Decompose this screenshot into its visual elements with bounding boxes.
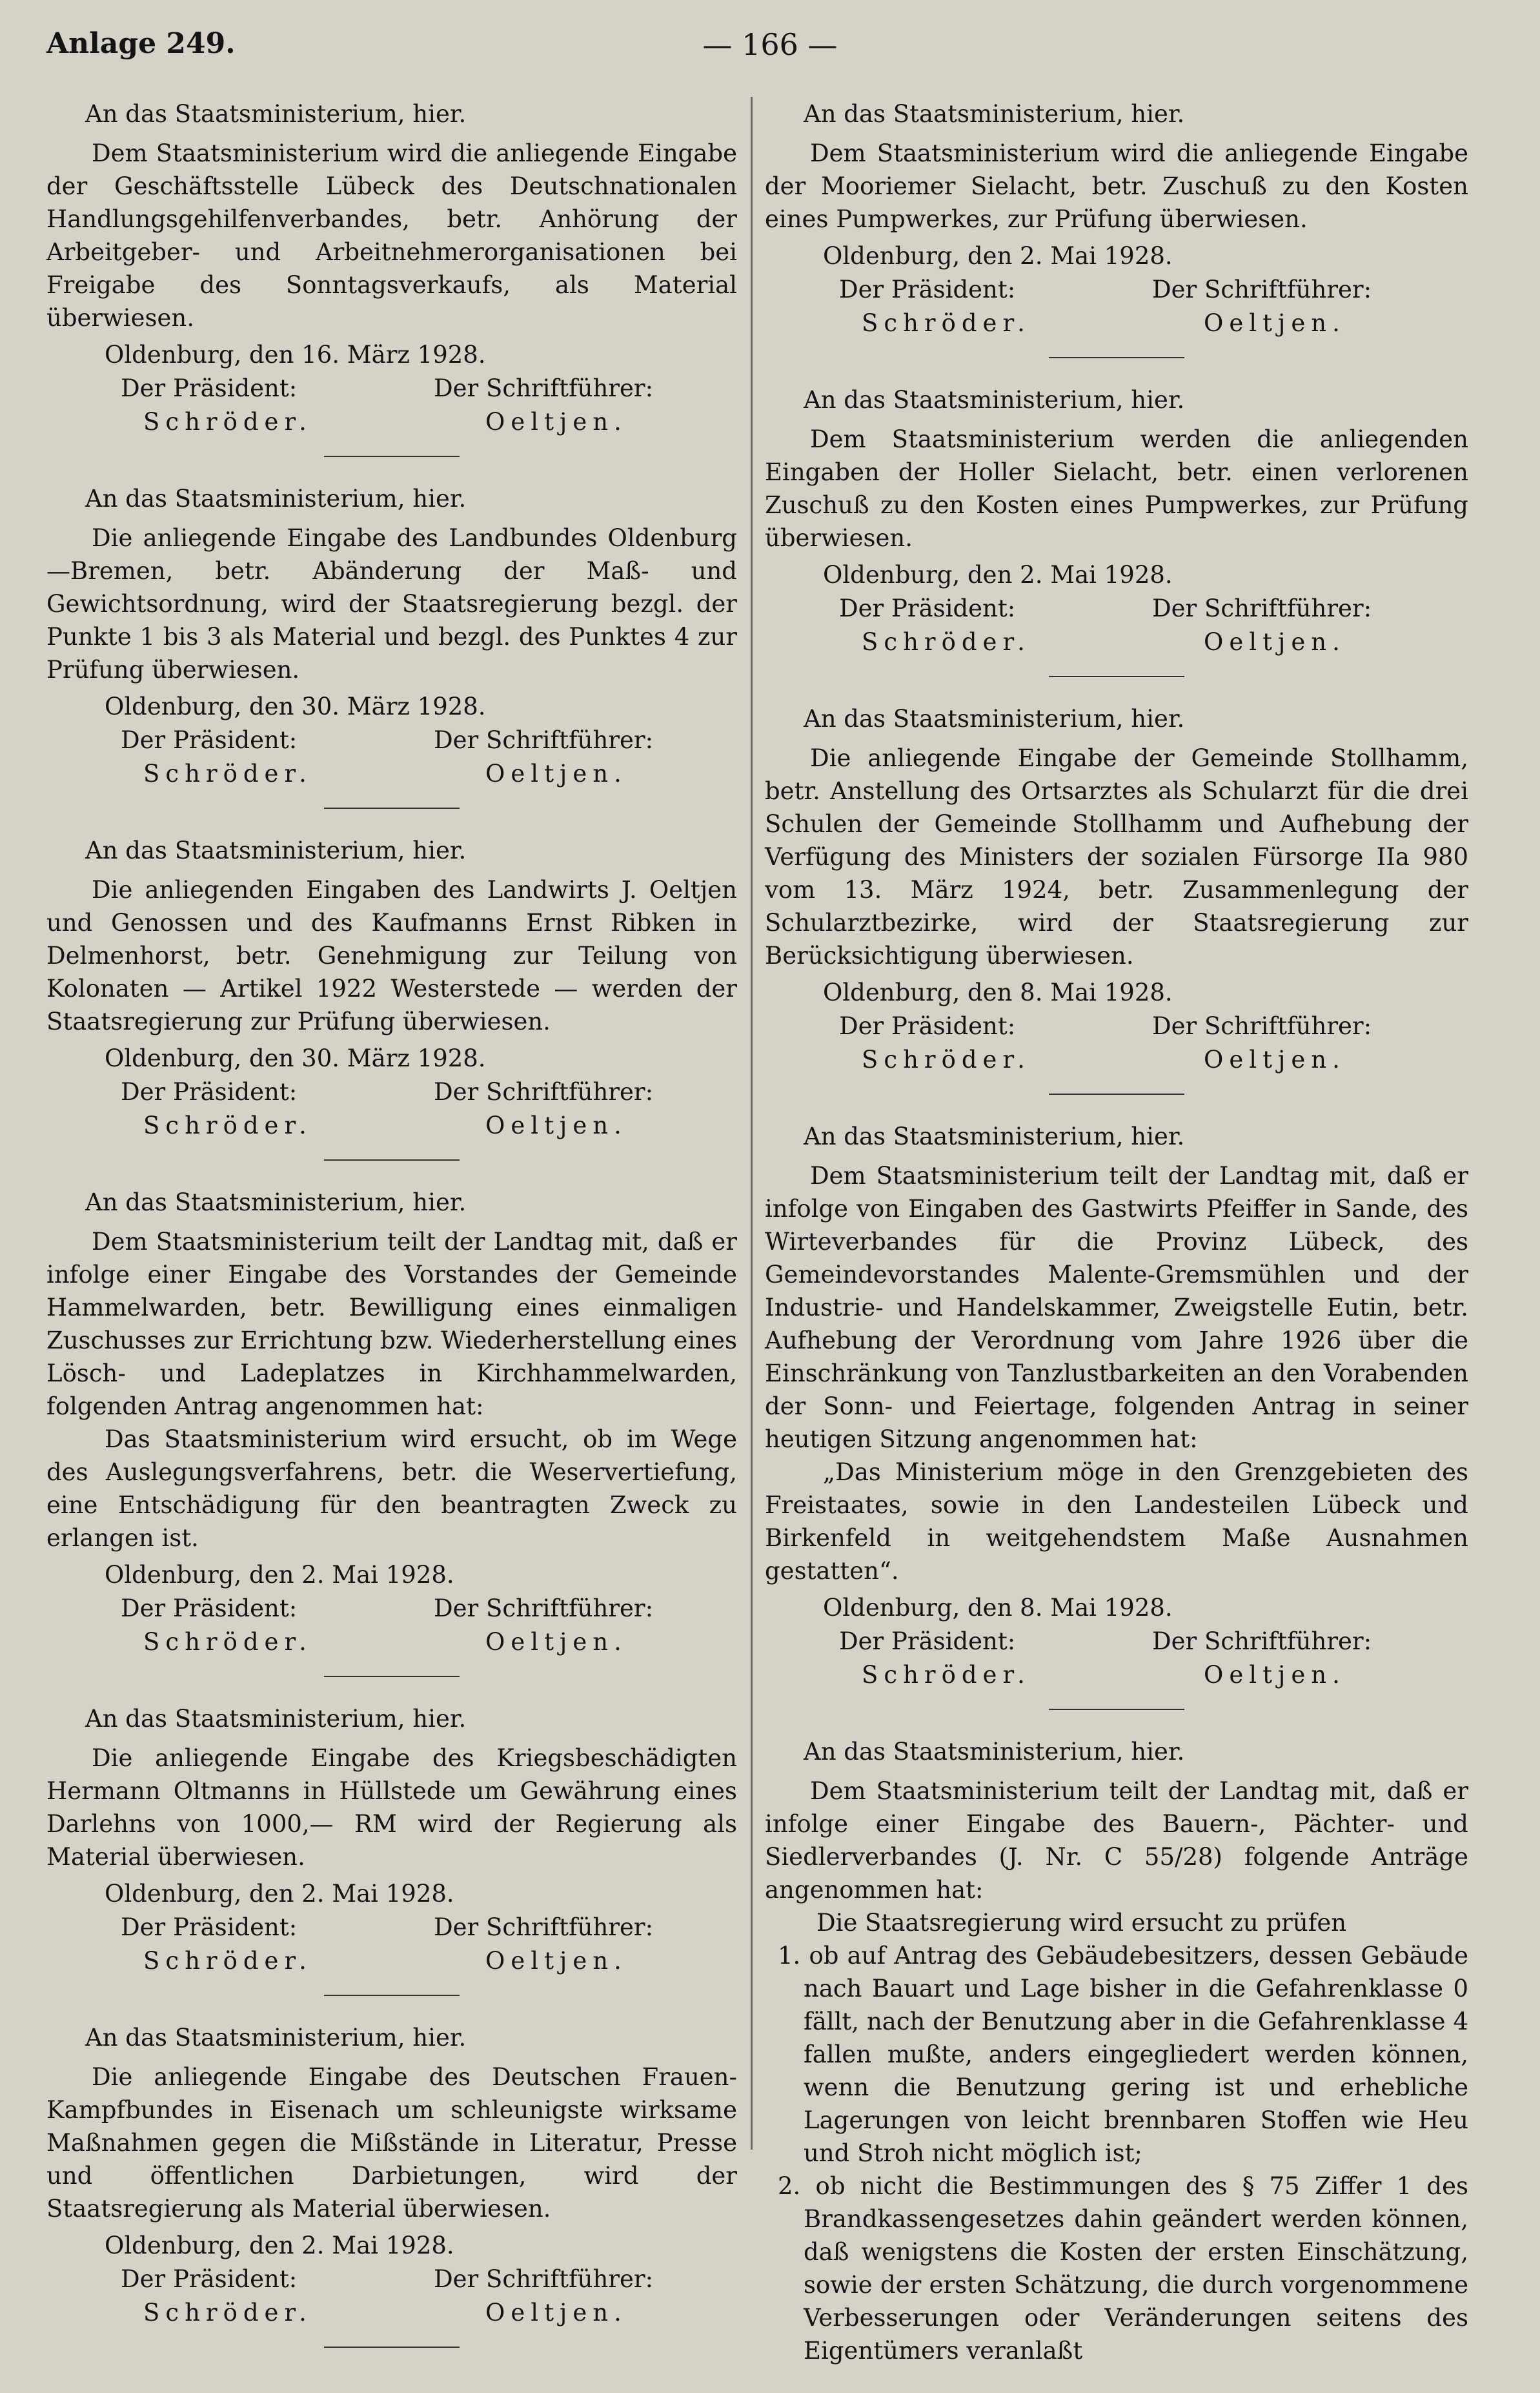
signature-block [46, 1592, 737, 1659]
left-entry-3 [46, 835, 737, 1161]
entry-separator [324, 2347, 460, 2348]
right-entry-4 [765, 1121, 1468, 1710]
president-name: Schröder. [143, 1947, 312, 1975]
right-entry-5 [765, 1736, 1468, 2367]
president-name: Schröder. [143, 2299, 312, 2327]
entry-separator [324, 1676, 460, 1677]
secretary-name: Oeltjen. [1204, 309, 1346, 337]
signature-block [46, 1075, 737, 1143]
entry-separator [1049, 676, 1184, 677]
secretary-title: Der Schriftführer: [1152, 1627, 1372, 1655]
president-title: Der Präsident: [121, 374, 298, 402]
list-item: 1. ob auf Antrag des Gebäudebesitzers, dessen Gebäude nach Bauart und Lage bisher in die Gefahrenklasse 0 fällt, nach der Benutzung aber in die Gefahrenklasse 4 fallen mußte, anders eingegliedert werden können, wenn die Benutzung gering ist und erhebliche Lagerungen von leicht brennbaren Stoffen wie Heu und Stroh nicht möglich ist; [778, 1942, 1468, 2167]
signature-block [765, 1010, 1468, 1077]
signature-block [765, 592, 1468, 659]
list-item: 2. ob nicht die Bestimmungen des § 75 Ziffer 1 des Brandkassengesetzes dahin geändert werden können, daß wenigstens die Kosten der ersten Einschätzung, sowie der ersten Schätzung, die durch vorgenommene Verbesserungen oder Veränderungen seitens des Eigentümers veranlaßt [778, 2172, 1468, 2365]
secretary-title: Der Schriftführer: [1152, 1012, 1372, 1040]
entry-address: An das Staatsministerium, hier. [804, 1738, 1185, 1766]
column-divider [751, 97, 753, 2150]
motion-intro: Die Staatsregierung wird ersucht zu prüfen [816, 1909, 1347, 1937]
entry-address: An das Staatsministerium, hier. [804, 386, 1185, 414]
secretary-title: Der Schriftführer: [1152, 276, 1372, 303]
entry-separator [324, 808, 460, 809]
entry-address: An das Staatsministerium, hier. [804, 100, 1185, 128]
entry-separator [1049, 1709, 1184, 1710]
signature-block [46, 2263, 737, 2330]
president-name: Schröder. [862, 309, 1031, 337]
left-entry-5 [46, 1703, 737, 1996]
president-title: Der Präsident: [839, 1012, 1016, 1040]
entry-separator [324, 456, 460, 457]
entry-date: Oldenburg, den 2. Mai 1928. [105, 1561, 454, 1589]
left-column [46, 90, 737, 2374]
president-title: Der Präsident: [839, 595, 1016, 622]
left-entry-1 [46, 98, 737, 457]
secretary-title: Der Schriftführer: [434, 374, 654, 402]
entry-separator [324, 1995, 460, 1996]
entry-date: Oldenburg, den 30. März 1928. [105, 693, 486, 720]
entry-body: Die anliegenden Eingaben des Landwirts J. Oeltjen und Genossen und des Kaufmanns Ernst Ribken in Delmenhorst, betr. Genehmigung zur Teilung von Kolonaten — Artikel 1922 Westerstede — werden der Staatsregierung zur Prüfung überwiesen. [46, 876, 737, 1035]
president-name: Schröder. [143, 760, 312, 788]
president-title: Der Präsident: [121, 1594, 298, 1622]
signature-block [765, 1625, 1468, 1692]
president-name: Schröder. [143, 1112, 312, 1139]
entry-date: Oldenburg, den 2. Mai 1928. [105, 2232, 454, 2259]
entry-separator [324, 1159, 460, 1161]
secretary-title: Der Schriftführer: [434, 2265, 654, 2293]
entry-body: Dem Staatsministerium teilt der Landtag mit, daß er infolge von Eingaben des Gastwirts Pfeiffer in Sande, des Wirteverbandes für die Provinz Lübeck, des Gemeindevorstandes Malente-Gremsmühlen und der Industrie- und Handelskammer, Zweigstelle Eutin, betr. Aufhebung der Verordnung vom Jahre 1926 über die Einschränkung von Tanzlustbarkeiten an den Vorabenden der Sonn- und Feiertage, folgenden Antrag in seiner heutigen Sitzung angenommen hat: [765, 1162, 1468, 1453]
secretary-title: Der Schriftführer: [434, 1078, 654, 1106]
entry-date: Oldenburg, den 2. Mai 1928. [823, 561, 1173, 589]
entry-address: An das Staatsministerium, hier. [85, 1188, 467, 1216]
entry-date: Oldenburg, den 8. Mai 1928. [823, 979, 1173, 1006]
left-entry-2 [46, 483, 737, 809]
entry-address: An das Staatsministerium, hier. [85, 485, 467, 513]
entry-date: Oldenburg, den 2. Mai 1928. [823, 242, 1173, 270]
secretary-name: Oeltjen. [485, 1112, 627, 1139]
motion-text: „Das Ministerium möge in den Grenzgebieten des Freistaates, sowie in den Landesteilen Lübeck und Birkenfeld in weitgehendstem Maße Ausnahmen gestatten“. [765, 1458, 1468, 1585]
secretary-name: Oeltjen. [485, 760, 627, 788]
left-entry-4 [46, 1186, 737, 1677]
entry-body: Dem Staatsministerium teilt der Landtag mit, daß er infolge einer Eingabe des Vorstandes der Gemeinde Hammelwarden, betr. Bewilligung eines einmaligen Zuschusses zur Errichtung bzw. Wiederherstellung eines Lösch- und Ladeplatzes in Kirchhammelwarden, folgenden Antrag angenommen hat: [46, 1228, 737, 1420]
secretary-name: Oeltjen. [485, 1628, 627, 1656]
secretary-name: Oeltjen. [1204, 628, 1346, 656]
entry-body: Die anliegende Eingabe des Landbundes Oldenburg—Bremen, betr. Abänderung der Maß- und Gewichtsordnung, wird der Staatsregierung bezgl. der Punkte 1 bis 3 als Material und bezgl. des Punktes 4 zur Prüfung überwiesen. [46, 524, 737, 684]
entry-separator [1049, 1094, 1184, 1095]
entry-address: An das Staatsministerium, hier. [85, 100, 467, 128]
right-column [765, 90, 1468, 2393]
left-entry-6 [46, 2022, 737, 2348]
secretary-name: Oeltjen. [485, 1947, 627, 1975]
signature-block [46, 1911, 737, 1978]
page-number: — 166 — [702, 27, 838, 62]
secretary-name: Oeltjen. [485, 408, 627, 436]
president-title: Der Präsident: [121, 1913, 298, 1941]
signature-block [46, 724, 737, 791]
right-entry-1 [765, 98, 1468, 358]
entry-date: Oldenburg, den 16. März 1928. [105, 341, 486, 369]
entry-address: An das Staatsministerium, hier. [85, 1705, 467, 1733]
entry-body: Die anliegende Eingabe des Deutschen Frauen-Kampfbundes in Eisenach um schleunigste wirksame Maßnahmen gegen die Mißstände in Literatur, Presse und öffentlichen Darbietungen, wird der Staatsregierung als Material überwiesen. [46, 2063, 737, 2223]
motion-list [765, 1939, 1468, 2367]
entry-body: Dem Staatsministerium wird die anliegende Eingabe der Geschäftsstelle Lübeck des Deutschnationalen Handlungsgehilfenverbandes, betr. Anhörung der Arbeitgeber- und Arbeitnehmerorganisationen bei Freigabe des Sonntagsverkaufs, als Material überwiesen. [46, 139, 737, 332]
entry-body: Dem Staatsministerium wird die anliegende Eingabe der Mooriemer Sielacht, betr. Zuschuß zu den Kosten eines Pumpwerkes, zur Prüfung überwiesen. [765, 139, 1468, 233]
entry-body: Die anliegende Eingabe der Gemeinde Stollhamm, betr. Anstellung des Ortsarztes als Schularzt für die drei Schulen der Gemeinde Stollhamm und Aufhebung der Verfügung des Ministers der sozialen Fürsorge IIa 980 vom 13. März 1924, betr. Zusammenlegung der Schularztbezirke, wird der Staatsregierung zur Berücksichtigung überwiesen. [765, 744, 1468, 970]
secretary-name: Oeltjen. [1204, 1046, 1346, 1074]
right-entry-3 [765, 703, 1468, 1095]
president-name: Schröder. [143, 408, 312, 436]
entry-date: Oldenburg, den 8. Mai 1928. [823, 1594, 1173, 1622]
entry-address: An das Staatsministerium, hier. [85, 2024, 467, 2052]
signature-block [46, 372, 737, 439]
motion-text: Das Staatsministerium wird ersucht, ob im Wege des Auslegungsverfahrens, betr. die Weservertiefung, eine Entschädigung für den beantragten Zweck zu erlangen ist. [46, 1425, 737, 1552]
entry-body: Dem Staatsministerium werden die anliegenden Eingaben der Holler Sielacht, betr. einen verlorenen Zuschuß zu den Kosten eines Pumpwerkes, zur Prüfung überwiesen. [765, 425, 1468, 552]
secretary-title: Der Schriftführer: [434, 1913, 654, 1941]
entry-body: Die anliegende Eingabe des Kriegsbeschädigten Hermann Oltmanns in Hüllstede um Gewährung eines Darlehns von 1000,— RM wird der Regierung als Material überwiesen. [46, 1744, 737, 1871]
president-title: Der Präsident: [121, 2265, 298, 2293]
entry-address: An das Staatsministerium, hier. [85, 837, 467, 864]
entry-date: Oldenburg, den 2. Mai 1928. [105, 1880, 454, 1908]
president-title: Der Präsident: [121, 726, 298, 754]
president-name: Schröder. [143, 1628, 312, 1656]
signature-block [765, 273, 1468, 340]
right-entry-2 [765, 384, 1468, 677]
secretary-title: Der Schriftführer: [1152, 595, 1372, 622]
entry-address: An das Staatsministerium, hier. [804, 705, 1185, 733]
secretary-title: Der Schriftführer: [434, 726, 654, 754]
secretary-title: Der Schriftführer: [434, 1594, 654, 1622]
president-name: Schröder. [862, 1046, 1031, 1074]
annex-label: Anlage 249. [46, 27, 236, 60]
president-name: Schröder. [862, 628, 1031, 656]
president-title: Der Präsident: [121, 1078, 298, 1106]
secretary-name: Oeltjen. [485, 2299, 627, 2327]
president-title: Der Präsident: [839, 1627, 1016, 1655]
secretary-name: Oeltjen. [1204, 1661, 1346, 1689]
entry-body: Dem Staatsministerium teilt der Landtag mit, daß er infolge einer Eingabe des Bauern-, Pächter- und Siedlerverbandes (J. Nr. C 55/28) folgende Anträge angenommen hat: [765, 1777, 1468, 1904]
president-name: Schröder. [862, 1661, 1031, 1689]
entry-date: Oldenburg, den 30. März 1928. [105, 1044, 486, 1072]
president-title: Der Präsident: [839, 276, 1016, 303]
entry-separator [1049, 357, 1184, 358]
entry-address: An das Staatsministerium, hier. [804, 1123, 1185, 1150]
